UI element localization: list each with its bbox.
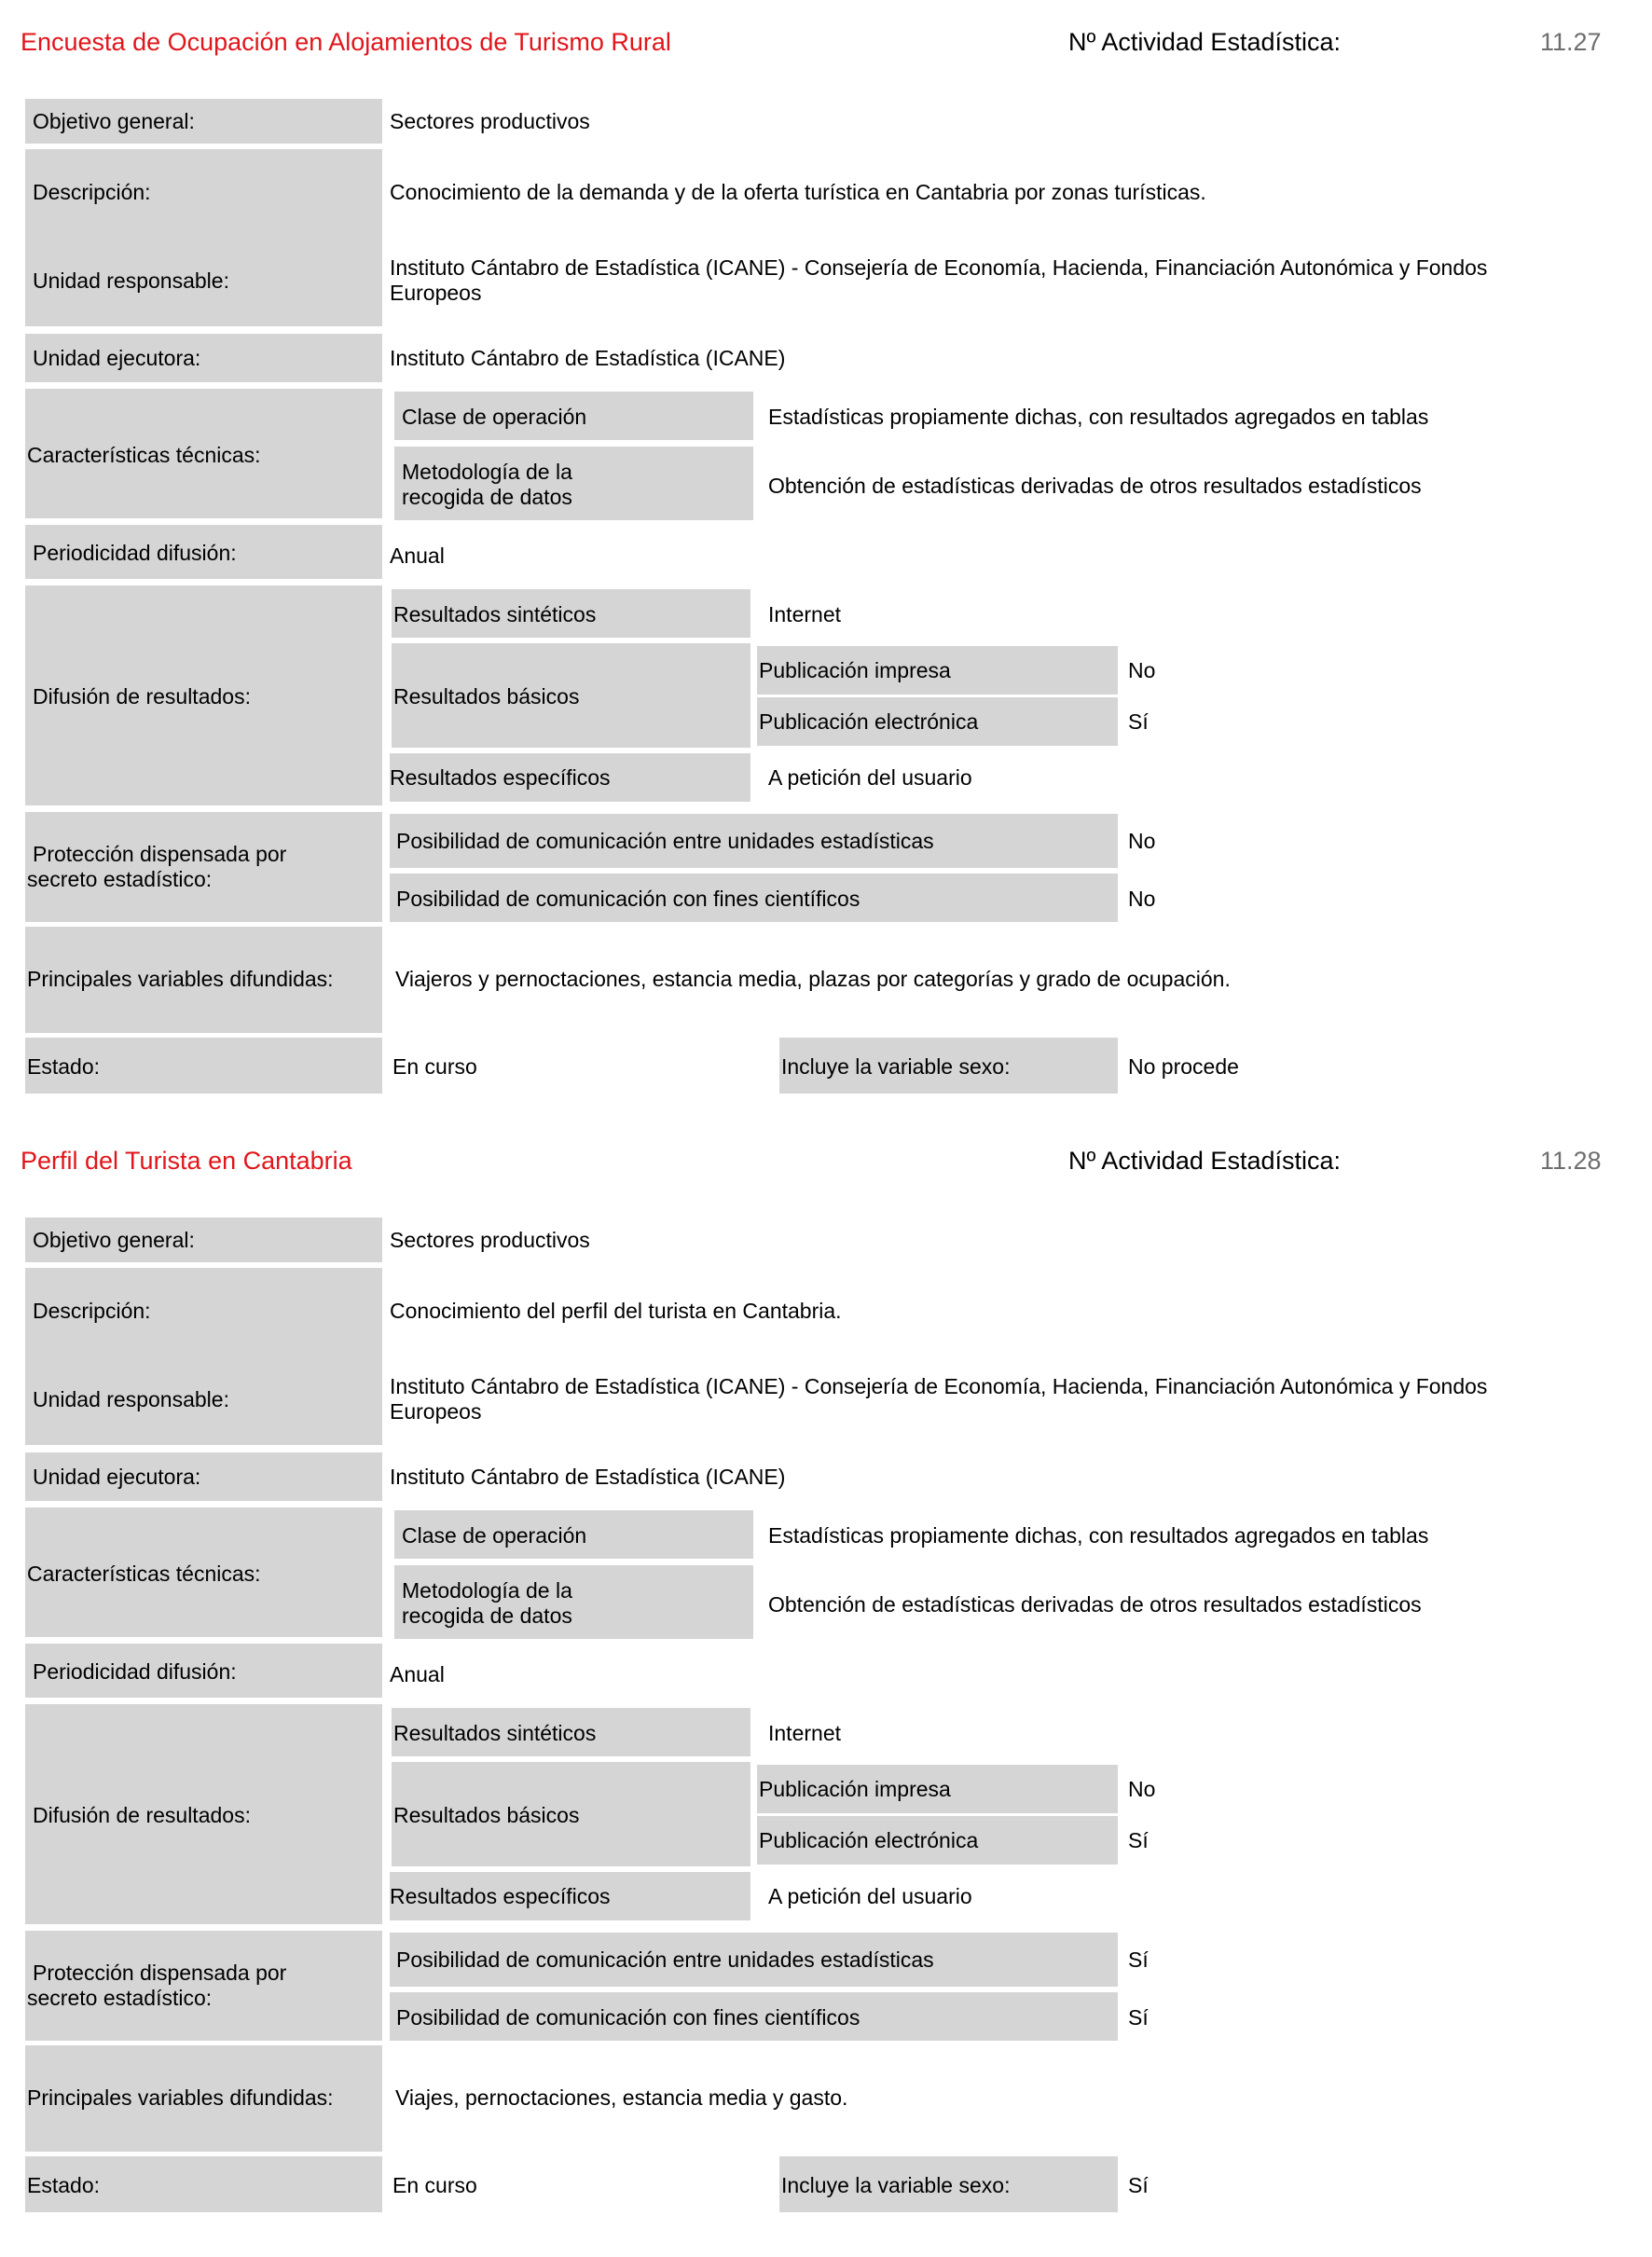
periodicidad-label: Periodicidad difusión:	[33, 1659, 237, 1684]
estado-label: Estado:	[27, 2173, 100, 2197]
sexo-label: Incluye la variable sexo:	[781, 1054, 1011, 1079]
activity-number-label: Nº Actividad Estadística:	[1068, 28, 1341, 56]
statistic-card-2	[0, 1119, 1652, 2237]
basicos-label: Resultados básicos	[393, 684, 580, 709]
sinteticos-value: Internet	[768, 1721, 841, 1745]
caracteristicas-label: Características técnicas:	[27, 1562, 261, 1586]
unidad-ejecutora-label: Unidad ejecutora:	[33, 346, 201, 370]
objetivo-value: Sectores productivos	[390, 109, 590, 133]
variables-label: Principales variables difundidas:	[27, 967, 334, 991]
unidad-responsable-label: Unidad responsable:	[33, 1387, 229, 1411]
clase-operacion-value: Estadísticas propiamente dichas, con resultados agregados en tablas	[768, 1523, 1429, 1548]
unidad-ejecutora-label: Unidad ejecutora:	[33, 1465, 201, 1489]
sexo-label: Incluye la variable sexo:	[781, 2173, 1011, 2197]
unidad-responsable-value-line1: Instituto Cántabro de Estadística (ICANE) - Consejería de Economía, Hacienda, Financiación Autonómica y Fondos	[390, 255, 1488, 280]
especificos-label: Resultados específicos	[390, 1884, 611, 1908]
metodologia-label-line2: recogida de datos	[402, 1603, 572, 1628]
variables-label: Principales variables difundidas:	[27, 2085, 334, 2110]
activity-number: 11.27	[1540, 28, 1602, 56]
estado-value: En curso	[392, 2173, 477, 2197]
sexo-value: Sí	[1128, 2173, 1149, 2197]
clase-operacion-value: Estadísticas propiamente dichas, con resultados agregados en tablas	[768, 405, 1429, 429]
variables-value: Viajeros y pernoctaciones, estancia media, plazas por categorías y grado de ocupación.	[395, 967, 1231, 991]
descripcion-value: Conocimiento del perfil del turista en Cantabria.	[390, 1299, 842, 1323]
com-unidades-value: No	[1128, 829, 1156, 853]
statistic-card-1	[0, 0, 1652, 1119]
activity-number-label: Nº Actividad Estadística:	[1068, 1147, 1341, 1175]
card-title: Encuesta de Ocupación en Alojamientos de Turismo Rural	[21, 28, 671, 56]
especificos-value: A petición del usuario	[768, 765, 972, 790]
especificos-value: A petición del usuario	[768, 1884, 972, 1908]
proteccion-label-line2: secreto estadístico:	[27, 867, 213, 891]
periodicidad-label: Periodicidad difusión:	[33, 541, 237, 565]
sexo-value: No procede	[1128, 1054, 1239, 1079]
difusion-label: Difusión de resultados:	[33, 684, 251, 709]
objetivo-value: Sectores productivos	[390, 1228, 590, 1252]
objetivo-label: Objetivo general:	[33, 109, 195, 133]
clase-operacion-label: Clase de operación	[402, 1523, 587, 1548]
unidad-ejecutora-value: Instituto Cántabro de Estadística (ICANE)	[390, 346, 786, 370]
com-cientificos-label: Posibilidad de comunicación con fines científicos	[396, 2005, 860, 2030]
pub-impresa-label: Publicación impresa	[759, 1777, 951, 1801]
descripcion-unidad-label-cell	[25, 1268, 382, 1445]
sinteticos-value: Internet	[768, 602, 841, 626]
proteccion-label-line1: Protección dispensada por	[33, 842, 287, 866]
descripcion-unidad-label-cell	[25, 149, 382, 326]
difusion-label: Difusión de resultados:	[33, 1803, 251, 1827]
variables-value: Viajes, pernoctaciones, estancia media y gasto.	[395, 2085, 848, 2110]
periodicidad-value: Anual	[390, 1662, 445, 1686]
activity-number: 11.28	[1540, 1147, 1602, 1175]
com-unidades-label: Posibilidad de comunicación entre unidades estadísticas	[396, 1947, 934, 1972]
metodologia-label-line2: recogida de datos	[402, 485, 572, 509]
especificos-label: Resultados específicos	[390, 765, 611, 790]
com-cientificos-label: Posibilidad de comunicación con fines científicos	[396, 887, 860, 911]
pub-impresa-label: Publicación impresa	[759, 658, 951, 682]
unidad-responsable-value-line2: Europeos	[390, 1399, 482, 1424]
basicos-label: Resultados básicos	[393, 1803, 580, 1827]
estado-value: En curso	[392, 1054, 477, 1079]
metodologia-value: Obtención de estadísticas derivadas de otros resultados estadísticos	[768, 1592, 1422, 1617]
pub-electronica-label: Publicación electrónica	[759, 709, 979, 734]
unidad-responsable-label: Unidad responsable:	[33, 268, 229, 293]
caracteristicas-label: Características técnicas:	[27, 443, 261, 467]
pub-electronica-value: Sí	[1128, 709, 1149, 734]
descripcion-label: Descripción:	[33, 180, 151, 204]
sinteticos-label: Resultados sintéticos	[393, 1721, 597, 1745]
com-cientificos-value: Sí	[1128, 2005, 1149, 2030]
unidad-ejecutora-value: Instituto Cántabro de Estadística (ICANE)	[390, 1465, 786, 1489]
pub-impresa-value: No	[1128, 1777, 1156, 1801]
metodologia-value: Obtención de estadísticas derivadas de otros resultados estadísticos	[768, 474, 1422, 498]
metodologia-label-line1: Metodología de la	[402, 460, 572, 484]
pub-electronica-label: Publicación electrónica	[759, 1828, 979, 1852]
unidad-responsable-value-line1: Instituto Cántabro de Estadística (ICANE) - Consejería de Economía, Hacienda, Financiación Autonómica y Fondos	[390, 1374, 1488, 1398]
com-unidades-label: Posibilidad de comunicación entre unidades estadísticas	[396, 829, 934, 853]
pub-impresa-value: No	[1128, 658, 1156, 682]
clase-operacion-label: Clase de operación	[402, 405, 587, 429]
pub-electronica-value: Sí	[1128, 1828, 1149, 1852]
proteccion-label-line1: Protección dispensada por	[33, 1961, 287, 1985]
unidad-responsable-value-line2: Europeos	[390, 281, 482, 305]
com-unidades-value: Sí	[1128, 1947, 1149, 1972]
metodologia-label-line1: Metodología de la	[402, 1578, 572, 1603]
estado-label: Estado:	[27, 1054, 100, 1079]
periodicidad-value: Anual	[390, 544, 445, 568]
objetivo-label: Objetivo general:	[33, 1228, 195, 1252]
com-cientificos-value: No	[1128, 887, 1156, 911]
descripcion-label: Descripción:	[33, 1299, 151, 1323]
sinteticos-label: Resultados sintéticos	[393, 602, 597, 626]
proteccion-label-line2: secreto estadístico:	[27, 1986, 213, 2010]
card-title: Perfil del Turista en Cantabria	[21, 1147, 352, 1175]
descripcion-value: Conocimiento de la demanda y de la oferta turística en Cantabria por zonas turísticas.	[390, 180, 1206, 204]
